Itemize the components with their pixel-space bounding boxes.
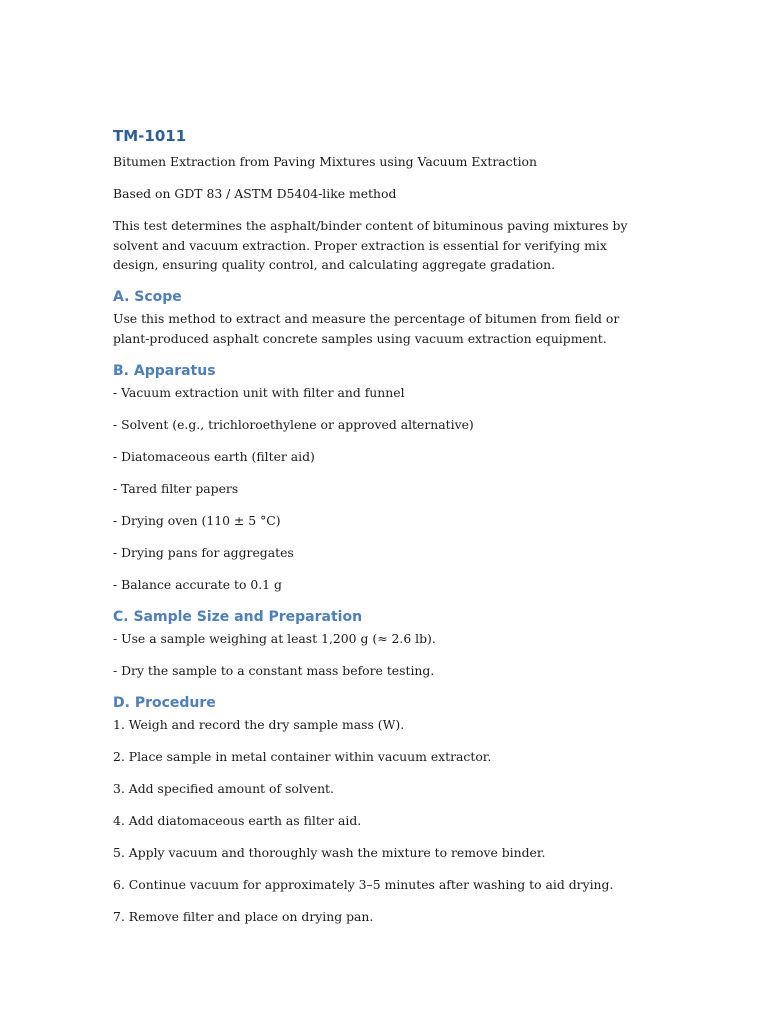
list-item: 7. Remove filter and place on drying pan.: [113, 908, 374, 924]
list-item: 5. Apply vacuum and thoroughly wash the mixture to remove binder.: [113, 844, 546, 860]
sample-list: [113, 629, 653, 681]
list-item: 1. Weigh and record the dry sample mass (W).: [113, 716, 405, 732]
document-intro: This test determines the asphalt/binder content of bituminous paving mixtures by solvent and vacuum extraction. Proper extraction is essential for verifying mix design, ensuring quality control, and calculating aggregate gradation.: [113, 218, 628, 272]
list-item: - Dry the sample to a constant mass before testing.: [113, 662, 435, 678]
scope-text: Use this method to extract and measure the percentage of bitumen from field or plant-produced asphalt concrete samples using vacuum extraction equipment.: [113, 311, 620, 346]
document-title: TM-1011: [113, 127, 187, 145]
list-item: 6. Continue vacuum for approximately 3–5 minutes after washing to aid drying.: [113, 876, 614, 892]
list-item: - Diatomaceous earth (filter aid): [113, 448, 315, 464]
list-item: - Tared filter papers: [113, 480, 239, 496]
list-item: 4. Add diatomaceous earth as filter aid.: [113, 812, 362, 828]
section-heading-scope: A. Scope: [113, 289, 182, 305]
document-basis: Based on GDT 83 / ASTM D5404-like method: [113, 186, 397, 201]
list-item: - Drying oven (110 ± 5 °C): [113, 512, 281, 528]
list-item: - Balance accurate to 0.1 g: [113, 576, 282, 592]
list-item: - Vacuum extraction unit with filter and funnel: [113, 384, 405, 400]
list-item: 3. Add specified amount of solvent.: [113, 780, 334, 796]
list-item: 2. Place sample in metal container within vacuum extractor.: [113, 748, 492, 764]
document-subtitle: Bitumen Extraction from Paving Mixtures using Vacuum Extraction: [113, 154, 537, 169]
document-page: [113, 126, 653, 939]
section-heading-apparatus: B. Apparatus: [113, 362, 216, 379]
section-heading-sample: C. Sample Size and Preparation: [113, 608, 363, 625]
apparatus-list: [113, 383, 653, 595]
list-item: - Drying pans for aggregates: [113, 544, 294, 560]
list-item: - Use a sample weighing at least 1,200 g (≈ 2.6 lb).: [113, 630, 436, 646]
section-heading-procedure: D. Procedure: [113, 694, 216, 711]
procedure-list: [113, 715, 653, 927]
list-item: - Solvent (e.g., trichloroethylene or approved alternative): [113, 416, 474, 432]
